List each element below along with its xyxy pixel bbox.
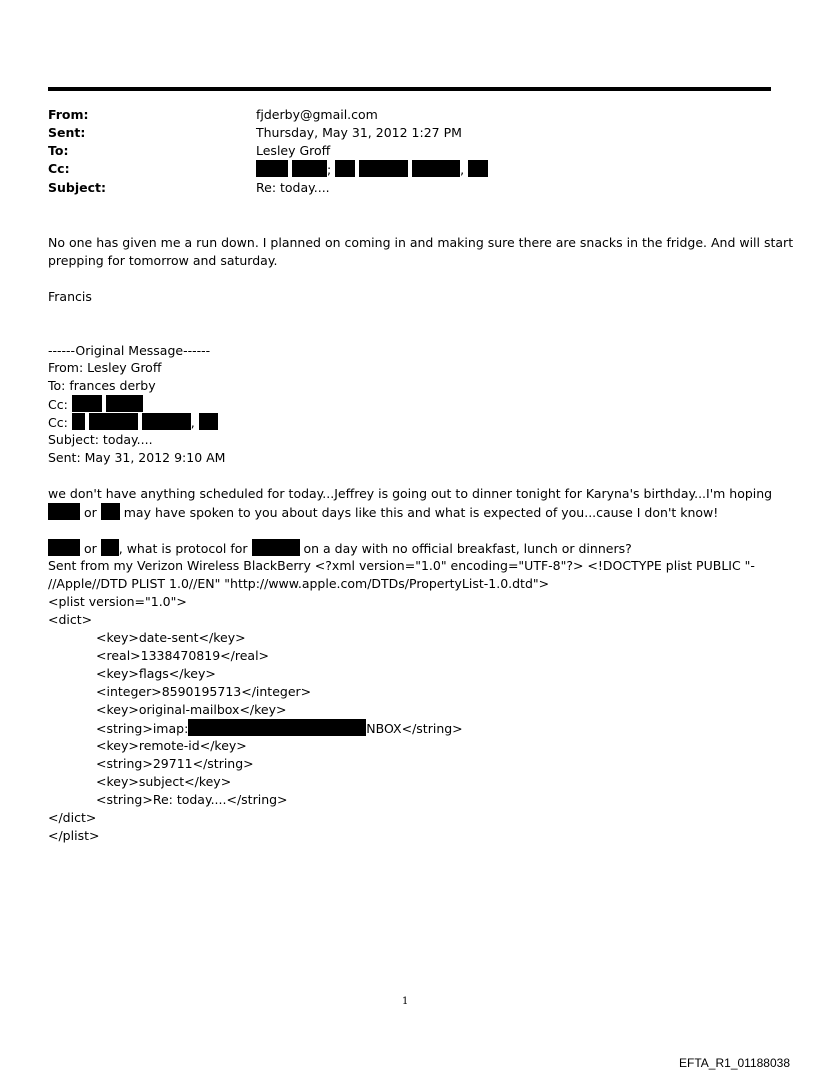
plist-value: <real>1338470819</real> [96,648,270,663]
original-body-line: we don't have anything scheduled for today...Jeffrey is going out to dinner tonight for Karyna's birthday...I'm hoping [48,486,773,501]
page-number: 1 [402,996,409,1007]
signature: Francis [48,289,92,304]
original-cc [48,413,218,432]
plist-key: <key>date-sent</key> [96,630,246,645]
body-line: No one has given me a run down. I planned on coming in and making sure there are snacks in the fridge. And will start [48,235,794,250]
redaction-box [199,413,218,430]
dict-open: <dict> [48,612,93,627]
plist-key: <key>original-mailbox</key> [96,702,287,717]
body-text: , what is protocol for [118,541,248,556]
or-text: or [83,541,97,556]
plist-key: <key>subject</key> [96,774,232,789]
plist-value: <string>29711</string> [96,756,254,771]
cc-separator: , [460,162,465,177]
plist-value: <integer>8590195713</integer> [96,684,312,699]
bates-number: EFTA_R1_01188038 [679,1056,790,1070]
sent-label: Sent: [48,125,86,140]
redaction-box [48,539,80,556]
to-value: Lesley Groff [256,143,331,158]
cc-label: Cc: [48,415,68,430]
header-rule [48,87,771,91]
cc-value [256,160,488,179]
redaction-box [256,160,288,177]
original-sent: Sent: May 31, 2012 9:10 AM [48,450,226,465]
redaction-box [252,539,300,556]
plist-key: <key>flags</key> [96,666,216,681]
plist-value: <string>Re: today....</string> [96,792,288,807]
original-subject: Subject: today.... [48,432,153,447]
redaction-box [359,160,408,177]
from-label: From: [48,107,89,122]
plist-value [96,719,463,738]
redaction-box [89,413,138,430]
or-text: or [83,505,97,520]
redaction-box [335,160,355,177]
redaction-box [72,395,102,412]
original-from: From: Lesley Groff [48,360,162,375]
original-body-line [48,503,718,522]
redaction-box [106,395,143,412]
plist-value-end: NBOX</string> [366,721,463,736]
redaction-box [188,719,366,736]
body-text: may have spoken to you about days like this and what is expected of you...cause I don't know! [123,505,719,520]
cc-separator: ; [326,162,332,177]
redaction-box [142,413,191,430]
to-label: To: [48,143,69,158]
original-to: To: frances derby [48,378,156,393]
sent-value: Thursday, May 31, 2012 1:27 PM [256,125,462,140]
dict-close: </dict> [48,810,97,825]
plist-open: <plist version="1.0"> [48,594,187,609]
plist-key: <key>remote-id</key> [96,738,247,753]
cc-label: Cc: [48,161,70,176]
body-line: prepping for tomorrow and saturday. [48,253,278,268]
original-divider: ------Original Message------ [48,343,211,358]
original-body-line [48,539,632,558]
sent-from-line: Sent from my Verizon Wireless BlackBerry <?xml version="1.0" encoding="UTF-8"?> <!DOCTYPE plist PUBLIC "- [48,558,755,573]
sent-from-line: //Apple//DTD PLIST 1.0//EN" "http://www.apple.com/DTDs/PropertyList-1.0.dtd"> [48,576,550,591]
redaction-box [48,503,80,520]
cc-separator: , [190,415,195,430]
plist-value-start: <string>imap: [96,721,189,736]
redaction-box [292,160,327,177]
subject-label: Subject: [48,180,106,195]
subject-value: Re: today.... [256,180,330,195]
from-value: fjderby@gmail.com [256,107,378,122]
redaction-box [101,539,119,556]
original-cc [48,395,143,414]
cc-label: Cc: [48,397,68,412]
redaction-box [72,413,85,430]
body-text: on a day with no official breakfast, lunch or dinners? [303,541,632,556]
redaction-box [468,160,488,177]
plist-close: </plist> [48,828,100,843]
redaction-box [412,160,460,177]
redaction-box [101,503,120,520]
